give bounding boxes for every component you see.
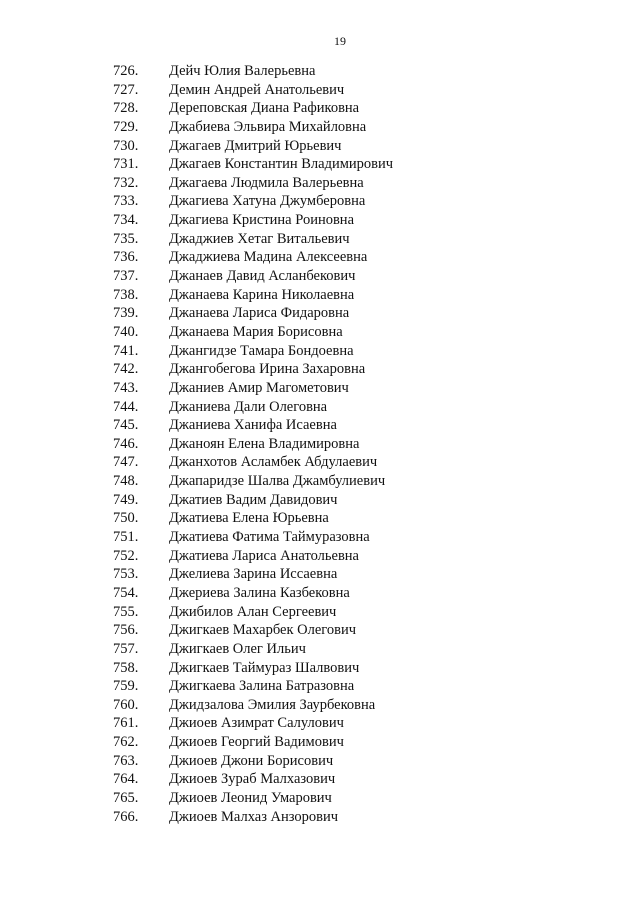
list-item bbox=[113, 509, 573, 528]
list-item bbox=[113, 155, 573, 174]
entry-number: 755. bbox=[113, 603, 139, 620]
entry-name: Джигкаев Таймураз Шалвович bbox=[169, 659, 360, 676]
entry-number: 763. bbox=[113, 752, 139, 769]
list-item bbox=[113, 174, 573, 193]
entry-name: Джатиева Лариса Анатольевна bbox=[169, 547, 359, 564]
list-item bbox=[113, 211, 573, 230]
entry-number: 748. bbox=[113, 473, 139, 490]
entry-number: 757. bbox=[113, 640, 139, 657]
list-item bbox=[113, 230, 573, 249]
list-item bbox=[113, 565, 573, 584]
entry-name: Джапаридзе Шалва Джамбулиевич bbox=[169, 473, 386, 490]
list-item bbox=[113, 99, 573, 118]
entry-number: 751. bbox=[113, 529, 139, 546]
entry-number: 762. bbox=[113, 734, 139, 751]
list-item bbox=[113, 733, 573, 752]
entry-name: Джатиев Вадим Давидович bbox=[169, 491, 338, 508]
entry-name: Джиоев Азимрат Салулович bbox=[169, 715, 344, 732]
entry-name: Джаджиева Мадина Алексеевна bbox=[169, 249, 368, 266]
entry-number: 754. bbox=[113, 584, 139, 601]
entry-number: 760. bbox=[113, 696, 139, 713]
entry-number: 739. bbox=[113, 305, 139, 322]
list-item bbox=[113, 416, 573, 435]
entry-name: Джанаева Карина Николаевна bbox=[169, 286, 355, 303]
entry-number: 726. bbox=[113, 63, 139, 79]
list-item bbox=[113, 472, 573, 491]
list-item bbox=[113, 248, 573, 267]
entry-name: Джаниева Дали Олеговна bbox=[169, 398, 328, 415]
list-item bbox=[113, 342, 573, 361]
entry-name: Джериева Залина Казбековна bbox=[169, 584, 350, 601]
entry-name: Джаниева Ханифа Исаевна bbox=[169, 417, 337, 434]
page-number: 19 bbox=[334, 34, 346, 48]
entry-name: Джанаева Лариса Фидаровна bbox=[169, 305, 350, 322]
entry-number: 728. bbox=[113, 100, 139, 117]
list-item bbox=[113, 621, 573, 640]
entry-number: 744. bbox=[113, 398, 139, 415]
entry-number: 766. bbox=[113, 808, 139, 825]
list-item bbox=[113, 752, 573, 771]
entry-name: Джигкаев Олег Ильич bbox=[169, 640, 306, 657]
entry-number: 742. bbox=[113, 361, 139, 378]
entry-name: Дереповская Диана Рафиковна bbox=[169, 100, 360, 117]
entry-number: 752. bbox=[113, 547, 139, 564]
entry-name: Джагиева Хатуна Джумберовна bbox=[169, 193, 366, 210]
entry-name: Джелиева Зарина Иссаевна bbox=[169, 566, 338, 583]
list-item bbox=[113, 304, 573, 323]
entry-name: Джагаев Константин Владимирович bbox=[169, 156, 394, 173]
entry-number: 753. bbox=[113, 566, 139, 583]
entry-name: Демин Андрей Анатольевич bbox=[169, 81, 345, 98]
entry-number: 759. bbox=[113, 678, 139, 695]
list-item bbox=[113, 714, 573, 733]
list-item bbox=[113, 435, 573, 454]
entry-name: Джагиева Кристина Роиновна bbox=[169, 212, 355, 229]
entry-name: Джангидзе Тамара Бондоевна bbox=[169, 342, 354, 359]
entry-name: Джаджиев Хетаг Витальевич bbox=[169, 230, 350, 247]
list-item bbox=[113, 192, 573, 211]
list-item bbox=[113, 323, 573, 342]
entry-number: 745. bbox=[113, 417, 139, 434]
entry-number: 738. bbox=[113, 286, 139, 303]
entry-name: Джабиева Эльвира Михайловна bbox=[169, 118, 367, 135]
list-item bbox=[113, 267, 573, 286]
entry-name: Джагаева Людмила Валерьевна bbox=[169, 174, 364, 191]
list-item bbox=[113, 789, 573, 808]
entry-name: Джиоев Леонид Умарович bbox=[169, 789, 332, 806]
list-item bbox=[113, 118, 573, 137]
list-item bbox=[113, 528, 573, 547]
list-item bbox=[113, 360, 573, 379]
list-item bbox=[113, 62, 573, 81]
entry-number: 756. bbox=[113, 622, 139, 639]
entry-name: Джагаев Дмитрий Юрьевич bbox=[169, 137, 342, 154]
entry-number: 747. bbox=[113, 454, 139, 471]
entry-name: Джангобегова Ирина Захаровна bbox=[169, 361, 366, 378]
entry-number: 733. bbox=[113, 193, 139, 210]
entry-number: 734. bbox=[113, 212, 139, 229]
entry-name: Джатиева Елена Юрьевна bbox=[169, 510, 329, 527]
list-item bbox=[113, 491, 573, 510]
entry-number: 765. bbox=[113, 789, 139, 806]
list-item bbox=[113, 286, 573, 305]
entry-name: Джиоев Джони Борисович bbox=[169, 752, 334, 769]
entry-name: Джатиева Фатима Таймуразовна bbox=[169, 529, 370, 546]
entry-number: 732. bbox=[113, 174, 139, 191]
entry-name: Джанхотов Асламбек Абдулаевич bbox=[169, 454, 378, 471]
list-item bbox=[113, 659, 573, 678]
list-item bbox=[113, 677, 573, 696]
list-item bbox=[113, 770, 573, 789]
entry-number: 749. bbox=[113, 491, 139, 508]
entry-number: 743. bbox=[113, 379, 139, 396]
entry-number: 740. bbox=[113, 323, 139, 340]
list-item bbox=[113, 696, 573, 715]
entry-name: Джидзалова Эмилия Заурбековна bbox=[169, 696, 376, 713]
entry-name: Джиоев Георгий Вадимович bbox=[169, 734, 344, 751]
entry-name: Джигкаев Махарбек Олегович bbox=[169, 622, 357, 639]
entry-name: Джанаева Мария Борисовна bbox=[169, 323, 343, 340]
entry-number: 750. bbox=[113, 510, 139, 527]
entry-number: 727. bbox=[113, 81, 139, 98]
entry-number: 735. bbox=[113, 230, 139, 247]
entry-number: 736. bbox=[113, 249, 139, 266]
entry-number: 729. bbox=[113, 118, 139, 135]
entry-number: 764. bbox=[113, 771, 139, 788]
name-list bbox=[113, 62, 573, 826]
entry-name: Джаниев Амир Магометович bbox=[169, 379, 349, 396]
list-item bbox=[113, 137, 573, 156]
entry-number: 746. bbox=[113, 435, 139, 452]
list-item bbox=[113, 808, 573, 827]
entry-number: 730. bbox=[113, 137, 139, 154]
entry-name: Джанаев Давид Асланбекович bbox=[169, 268, 356, 285]
list-item bbox=[113, 453, 573, 472]
entry-name: Дейч Юлия Валерьевна bbox=[169, 63, 316, 79]
entry-name: Джибилов Алан Сергеевич bbox=[169, 603, 337, 620]
list-item bbox=[113, 603, 573, 622]
entry-number: 758. bbox=[113, 659, 139, 676]
list-item bbox=[113, 547, 573, 566]
entry-number: 731. bbox=[113, 156, 139, 173]
entry-name: Джигкаева Залина Батразовна bbox=[169, 678, 355, 695]
entry-name: Джиоев Зураб Малхазович bbox=[169, 771, 336, 788]
list-item bbox=[113, 379, 573, 398]
list-item bbox=[113, 640, 573, 659]
entry-name: Джаноян Елена Владимировна bbox=[169, 435, 360, 452]
entry-number: 761. bbox=[113, 715, 139, 732]
entry-number: 737. bbox=[113, 268, 139, 285]
entry-number: 741. bbox=[113, 342, 139, 359]
list-item bbox=[113, 584, 573, 603]
entry-name: Джиоев Малхаз Анзорович bbox=[169, 808, 339, 825]
list-item bbox=[113, 81, 573, 100]
list-item bbox=[113, 398, 573, 417]
